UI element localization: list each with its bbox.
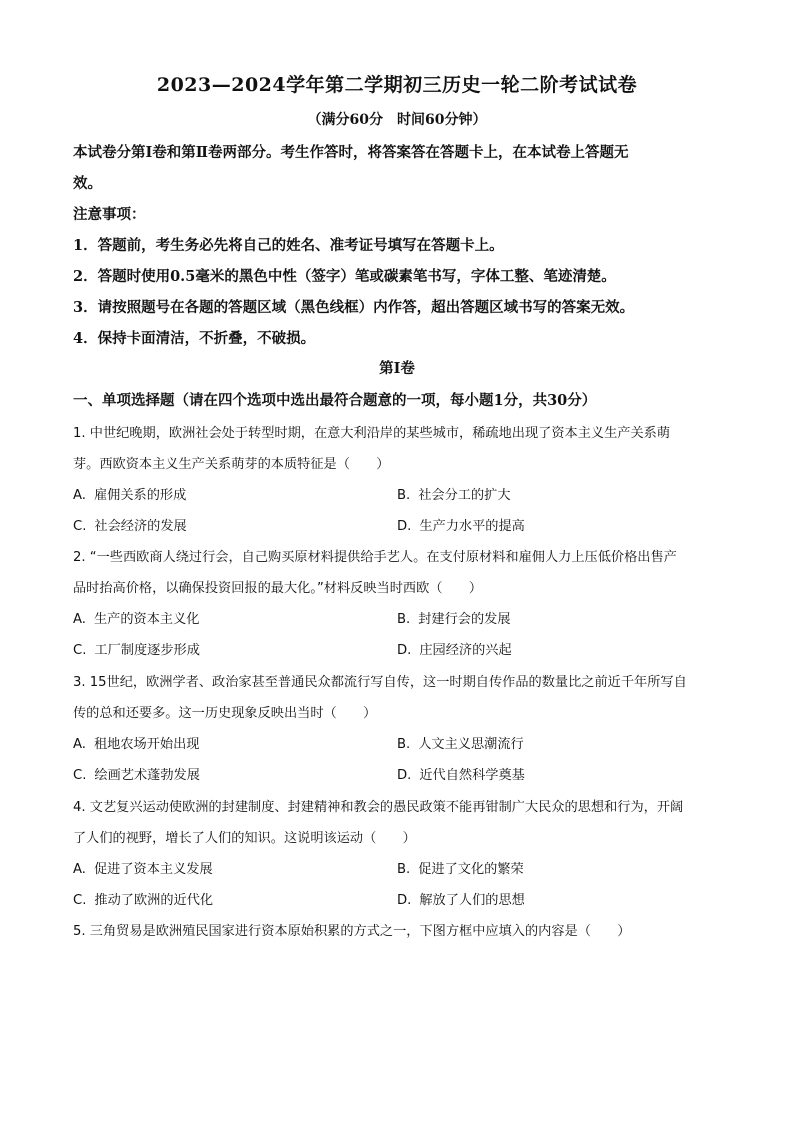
option-label: B.	[397, 612, 411, 627]
question-1-option-d	[397, 515, 525, 534]
question-1-option-a	[73, 484, 186, 503]
question-1-line-1: 1. 中世纪晚期，欧洲社会处于转型时期，在意大利沿岸的某些城市，稀疏地出现了资本主义生产关系萌	[73, 426, 671, 441]
option-text: 社会分工的扩大	[418, 488, 511, 503]
question-3-line-1: 3. 15世纪，欧洲学者、政治家甚至普通民众都流行写自传，这一时期自传作品的数量比之前近千年所写自	[73, 675, 687, 690]
option-text: 生产力水平的提高	[419, 519, 525, 534]
question-2-option-c	[73, 639, 200, 658]
question-2-line-2: 品时抬高价格，以确保投资回报的最大化。”材料反映当时西欧（ ）	[73, 581, 483, 596]
option-label: B.	[397, 488, 411, 503]
intro-line-2: 效。	[73, 175, 102, 192]
option-label: A.	[73, 488, 86, 503]
notice-item-4: 4．保持卡面清洁，不折叠，不破损。	[73, 330, 316, 347]
option-label: C.	[73, 519, 87, 534]
question-3-line-2: 传的总和还要多。这一历史现象反映出当时（ ）	[73, 706, 377, 721]
question-3-option-d	[397, 764, 525, 783]
question-4-option-c	[73, 889, 213, 908]
intro-line-1: 本试卷分第Ⅰ卷和第Ⅱ卷两部分。考生作答时，将答案答在答题卡上，在本试卷上答题无	[73, 144, 629, 161]
question-2-option-b	[397, 608, 511, 627]
option-text: 近代自然科学奠基	[419, 768, 525, 783]
option-label: D.	[397, 643, 412, 658]
option-label: A.	[73, 612, 86, 627]
option-label: D.	[397, 893, 412, 908]
option-text: 社会经济的发展	[94, 519, 187, 534]
option-text: 租地农场开始出现	[93, 737, 200, 752]
question-1-line-2: 芽。西欧资本主义生产关系萌芽的本质特征是（ ）	[73, 457, 390, 472]
notice-item-1: 1．答题前，考生务必先将自己的姓名、准考证号填写在答题卡上。	[73, 237, 504, 254]
question-3-option-c	[73, 764, 200, 783]
question-1-option-b	[397, 484, 511, 503]
option-label: C.	[73, 643, 87, 658]
question-4-option-d	[397, 889, 525, 908]
exam-subtitle: （满分60分 时间60分钟）	[307, 112, 487, 128]
part-title: 一、单项选择题（请在四个选项中选出最符合题意的一项，每小题1分，共30分）	[73, 392, 597, 409]
question-2-option-a	[73, 608, 199, 627]
question-5-line-1: 5. 三角贸易是欧洲殖民国家进行资本原始积累的方式之一，下图方框中应填入的内容是（ ）	[73, 924, 631, 939]
option-text: 推动了欧洲的近代化	[94, 893, 214, 908]
option-text: 封建行会的发展	[418, 612, 511, 627]
notice-item-3: 3．请按照题号在各题的答题区域（黑色线框）内作答，超出答题区域书写的答案无效。	[73, 299, 635, 316]
option-text: 绘画艺术蓬勃发展	[94, 768, 200, 783]
question-4-line-2: 了人们的视野，增长了人们的知识。这说明该运动（ ）	[73, 831, 416, 846]
option-label: C.	[73, 893, 87, 908]
option-label: A.	[73, 737, 86, 752]
question-3-option-a	[73, 733, 199, 752]
option-text: 庄园经济的兴起	[419, 643, 512, 658]
question-4-option-b	[397, 858, 524, 877]
exam-title: 2023—2024学年第二学期初三历史一轮二阶考试试卷	[156, 74, 638, 96]
option-text: 促进了文化的繁荣	[418, 862, 524, 877]
option-label: D.	[397, 519, 412, 534]
option-label: D.	[397, 768, 412, 783]
volume-title: 第Ⅰ卷	[379, 360, 415, 377]
question-2-option-d	[397, 639, 512, 658]
question-2-line-1: 2. “一些西欧商人绕过行会，自己购买原材料提供给手艺人。在支付原材料和雇佣人力上压低价格出售产	[73, 550, 677, 565]
notice-heading: 注意事项：	[73, 206, 146, 223]
question-3-option-b	[397, 733, 524, 752]
option-label: B.	[397, 737, 411, 752]
question-1-option-c	[73, 515, 187, 534]
option-text: 解放了人们的思想	[419, 893, 525, 908]
option-label: A.	[73, 862, 86, 877]
option-text: 雇佣关系的形成	[93, 488, 187, 503]
option-text: 生产的资本主义化	[93, 612, 200, 627]
notice-item-2: 2．答题时使用0.5毫米的黑色中性（签字）笔或碳素笔书写，字体工整、笔迹清楚。	[73, 268, 616, 285]
question-4-line-1: 4. 文艺复兴运动使欧洲的封建制度、封建精神和教会的愚民政策不能再钳制广大民众的思想和行为，开阔	[73, 800, 684, 815]
option-text: 人文主义思潮流行	[418, 737, 524, 752]
option-text: 促进了资本主义发展	[93, 862, 213, 877]
option-text: 工厂制度逐步形成	[94, 643, 200, 658]
question-4-option-a	[73, 858, 213, 877]
option-label: C.	[73, 768, 87, 783]
option-label: B.	[397, 862, 411, 877]
